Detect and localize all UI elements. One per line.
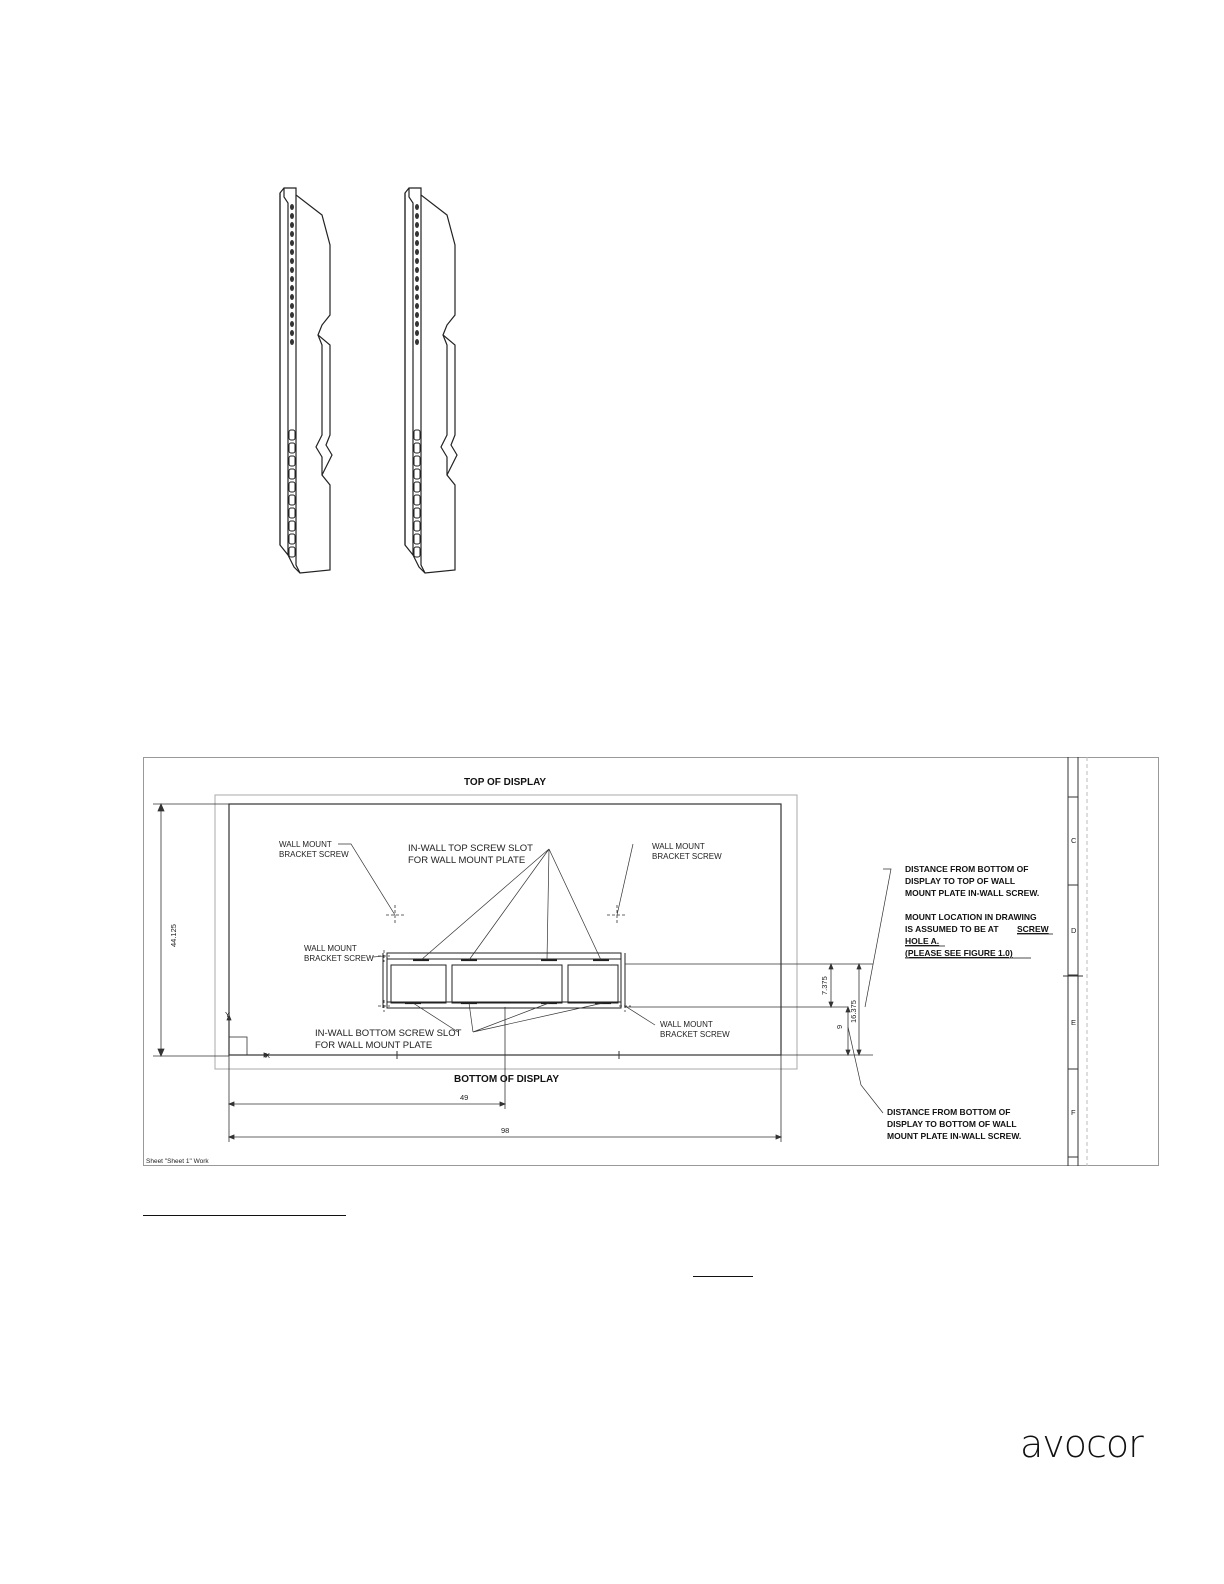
zone-label-c: C [1071,836,1077,845]
plate-dimension-value: 7.375 [820,976,829,995]
underline-rule [693,1276,753,1277]
sheet-label: Sheet "Sheet 1" Work [146,1158,209,1165]
bottom-screw-dimension-value: 9 [835,1024,844,1029]
width-dimension-value: 98 [501,1126,510,1135]
wall-mount-label-top-left: WALL MOUNT [279,840,332,849]
axis-y-label: Y [225,1010,231,1019]
note-mount-location-screw: SCREW [1017,924,1049,934]
separator-rule [143,1215,346,1216]
height-dimension [153,804,229,1056]
mounting-technical-drawing [143,757,1159,1167]
wall-mount-plate [383,953,625,1008]
note-mount-location-1: MOUNT LOCATION IN DRAWING [905,912,1037,922]
top-screw-dimension-value: 16.375 [849,1000,858,1023]
wall-mount-label-bottom-right: WALL MOUNT [660,1020,713,1029]
bottom-screw-slot-label: IN-WALL BOTTOM SCREW SLOT [315,1028,462,1039]
right-dimensions [625,964,873,1055]
note-top-screw-3: MOUNT PLATE IN-WALL SCREW. [905,888,1040,898]
wall-mount-label-top-left-2: BRACKET SCREW [279,850,349,859]
zone-label-e: E [1071,1018,1077,1027]
note-bottom-screw-3: MOUNT PLATE IN-WALL SCREW. [887,1131,1022,1141]
wall-mount-brackets-illustration [270,185,480,580]
wall-mount-label-mid-left-2: BRACKET SCREW [304,954,374,963]
wall-mount-label-bottom-right-2: BRACKET SCREW [660,1030,730,1039]
bottom-of-display-label: BOTTOM OF DISPLAY [454,1074,560,1085]
note-mount-location-2: IS ASSUMED TO BE AT [905,924,999,934]
wall-mount-label-top-right-2: BRACKET SCREW [652,852,722,861]
origin-axes [227,1015,269,1057]
zone-label-d: D [1071,926,1077,935]
note-top-screw-2: DISPLAY TO TOP OF WALL [905,876,1016,886]
top-of-display-label: TOP OF DISPLAY [464,777,547,788]
wall-mount-label-top-right: WALL MOUNT [652,842,705,851]
note-top-screw-1: DISTANCE FROM BOTTOM OF [905,864,1029,874]
top-screw-slot-label-2: FOR WALL MOUNT PLATE [408,855,526,866]
note-bottom-screw-2: DISPLAY TO BOTTOM OF WALL [887,1119,1017,1129]
top-screw-slot-label: IN-WALL TOP SCREW SLOT [408,843,533,854]
axis-x-label: X [265,1051,271,1060]
note-mount-location-4: (PLEASE SEE FIGURE 1.0) [905,948,1013,958]
bracket-left [280,188,332,573]
height-dimension-value: 44.125 [169,924,178,947]
avocor-logo: avocor [1020,1422,1143,1466]
note-bottom-screw-1: DISTANCE FROM BOTTOM OF [887,1107,1011,1117]
bracket-right [405,188,457,573]
half-width-dimension-value: 49 [460,1093,469,1102]
bottom-screw-slot-label-2: FOR WALL MOUNT PLATE [315,1040,433,1051]
wall-mount-label-mid-left: WALL MOUNT [304,944,357,953]
zone-label-f: F [1071,1108,1076,1117]
note-mount-location-3: HOLE A. [905,936,940,946]
